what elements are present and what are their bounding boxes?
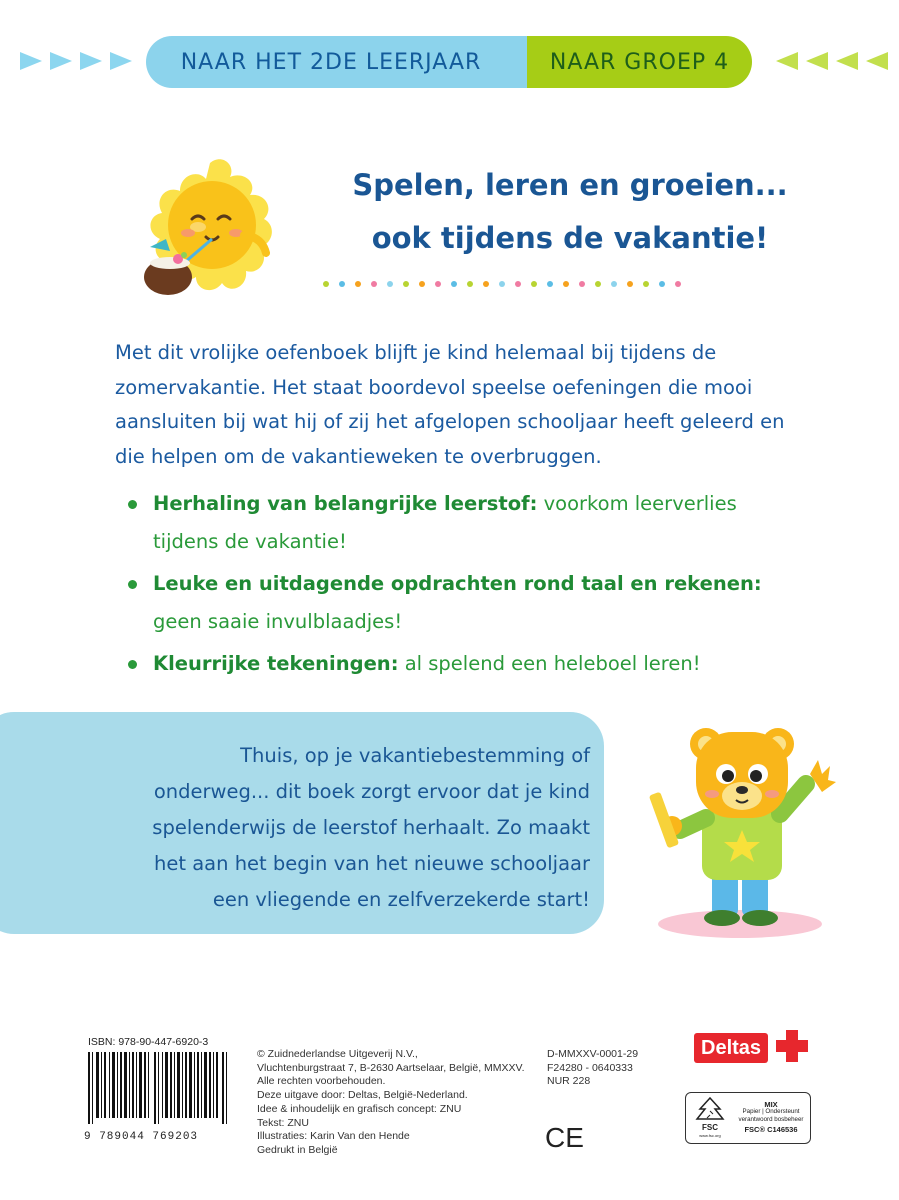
callout-text: Thuis, op je vakantiebestemming of onderweg... dit boek zorgt ervoor dat je kind spelenderwijs de leerstof herhaalt. Zo maakt het aan het begin van het nieuwe schooljaar een vliegende en zelfverzekerde start! [152, 744, 590, 911]
dotted-divider [322, 280, 682, 288]
fsc-tree-icon [690, 1095, 730, 1139]
headline-line-2: ook tijdens de vakantie! [371, 221, 769, 255]
barcode-digits: 9 789044 769203 [84, 1131, 199, 1143]
svg-text:www.fsc.org: www.fsc.org [699, 1133, 721, 1138]
isbn-label: ISBN: 978-90-447-6920-3 [88, 1036, 209, 1048]
feature-list [125, 485, 765, 687]
feature-item: Herhaling van belangrijke leerstof: voorkom leerverlies tijdens de vakantie! [125, 485, 765, 561]
fsc-text: MIX Papier | Ondersteunt verantwoord bosbeheer FSC® C146536 [738, 1100, 804, 1135]
deltas-logo: Deltas [694, 1033, 768, 1063]
feature-item: Kleurrijke tekeningen: al spelend een heleboel leren! [125, 645, 765, 683]
right-triangle-decoration [776, 52, 888, 70]
bear-illustration [630, 722, 860, 940]
ce-mark: CE [545, 1122, 584, 1153]
barcode [88, 1052, 228, 1124]
colophon: © Zuidnederlandse Uitgeverij N.V., Vluchtenburgstraat 7, B-2630 Aartselaar, België, MMXXV. Alle rechten voorbehouden. Deze uitgave door: Deltas, België-Nederland. Idee & inhoudelijk en grafisch concept: ZNU Tekst: ZNU Illustraties: Karin Van den Hende Gedrukt in België [257, 1048, 525, 1156]
left-triangle-decoration [20, 52, 132, 70]
sun-illustration [126, 155, 276, 305]
grade-label-netherlands: NAAR GROEP 4 [527, 36, 752, 88]
intro-paragraph: Met dit vrolijke oefenboek blijft je kind helemaal bij tijdens de zomervakantie. Het staat boordevol speelse oefeningen die mooi aansluiten bij wat hij of zij het afgelopen schooljaar heeft geleerd en die helpen om de vakantieweken te overbruggen. [115, 341, 785, 468]
feature-item: Leuke en uitdagende opdrachten rond taal en rekenen: geen saaie invulblaadjes! [125, 565, 765, 641]
deltas-plus-icon [775, 1028, 809, 1064]
grade-label-belgium: NAAR HET 2DE LEERJAAR [146, 36, 536, 88]
headline-line-1: Spelen, leren en groeien... [352, 168, 788, 202]
publication-codes: D-MMXXV-0001-29 F24280 - 0640333 NUR 228 [547, 1048, 639, 1088]
svg-text:FSC: FSC [702, 1123, 718, 1132]
